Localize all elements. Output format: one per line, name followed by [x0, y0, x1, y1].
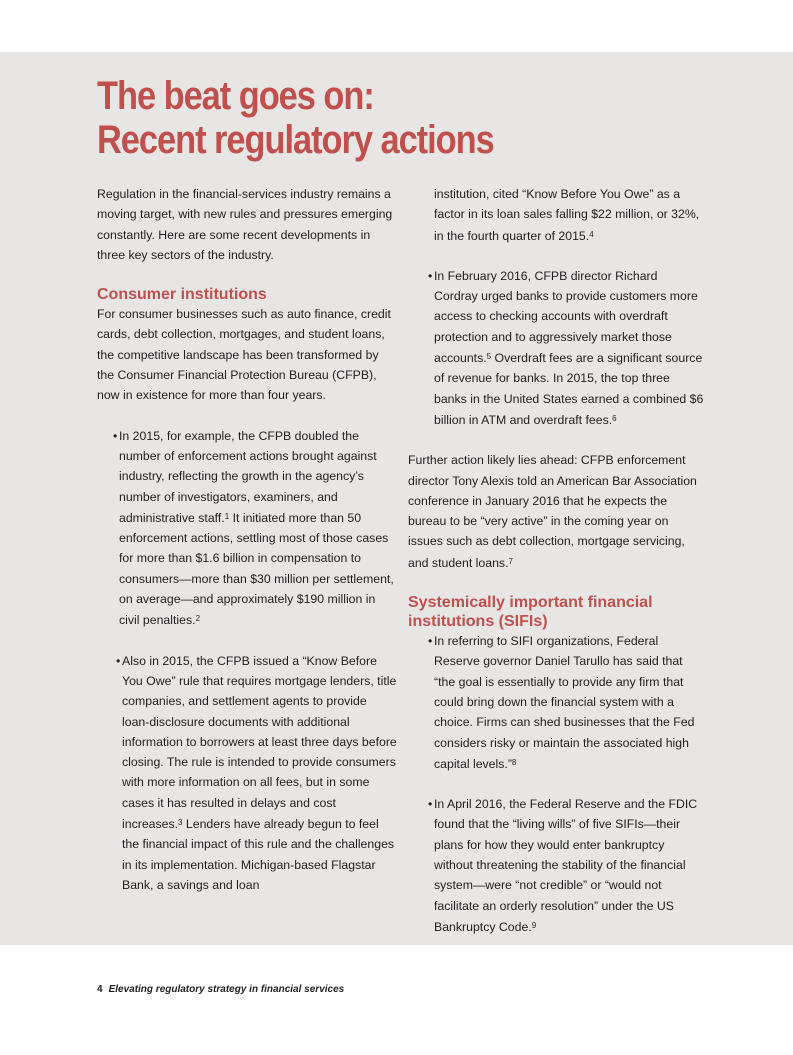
page-footer	[97, 984, 344, 995]
title-line-1: The beat goes on:	[97, 74, 374, 118]
consumer-bullet-3: • In February 2016, CFPB director Richard Cordray urged banks to provide customers more access to checking accounts with overdraft protection and to aggressively market those accounts.$^5$ Overdraft fees are a significant source of revenue for banks. In 2015, the top three banks in the United States earned a combined $6 billion in ATM and overdraft fees.$^6$	[434, 266, 704, 430]
right-column	[408, 184, 704, 937]
further-action-paragraph: Further action likely lies ahead: CFPB enforcement director Tony Alexis told an American Bar Association conference in January 2016 that he expects the bureau to be “very active” in the coming year on issues such as debt collection, mortgage servicing, and student loans.$^7$	[408, 453, 697, 570]
consumer-body: For consumer businesses such as auto finance, credit cards, debt collection, mortgages, and student loans, the competitive landscape has been transformed by the Consumer Financial Protection Bureau (CFPB), now in existence for more than four years.	[97, 307, 391, 403]
consumer-bullet-2: • Also in 2015, the CFPB issued a “Know Before You Owe” rule that requires mortgage lenders, title companies, and settlement agents to provide loan-disclosure documents with additional information to borrowers at least three days before closing. The rule is intended to provide consumers with more information on all fees, but in some cases it has resulted in delays and cost increases.$^3$ Lenders have already begun to feel the financial impact of this rule and the challenges in its implementation. Michigan-based Flagstar Bank, a savings and loan	[122, 651, 397, 896]
publication-title: Elevating regulatory strategy in financial services	[108, 984, 345, 995]
sifi-bullet-2: • In April 2016, the Federal Reserve and the FDIC found that the “living wills” of five SIFIs—their plans for how they would enter bankruptcy without threatening the stability of the financial system—were “not credible” or “would not facilitate an orderly resolution” under the US Bankruptcy Code.$^9$	[434, 794, 704, 937]
sifi-heading: Systemically important financial institutions (SIFIs)	[408, 594, 653, 631]
bullet-marker: •	[113, 428, 118, 443]
consumer-heading: Consumer institutions	[97, 286, 267, 304]
continued-paragraph: institution, cited “Know Before You Owe” as a factor in its loan sales falling $22 million, or 32%, in the fourth quarter of 2015.$^4$	[434, 187, 700, 243]
bullet-marker: •	[428, 634, 433, 649]
left-column	[97, 184, 397, 895]
title-line-2: Recent regulatory actions	[97, 118, 494, 162]
bullet-marker: •	[428, 797, 433, 812]
intro-paragraph: Regulation in the financial-services industry remains a moving target, with new rules and pressures emerging constantly. Here are some recent developments in three key sectors of the industry.	[97, 187, 393, 262]
bullet-marker: •	[428, 268, 433, 283]
sifi-bullet-1: • In referring to SIFI organizations, Federal Reserve governor Daniel Tarullo has said that “the goal is essentially to provide any firm that could bring down the financial system with a choice. Firms can shed businesses that the Fed considers risky or maintain the associated high capital levels.”$^8$	[434, 631, 704, 774]
bullet-marker: •	[116, 653, 121, 668]
page-number: 4	[97, 984, 103, 995]
consumer-bullet-1: • In 2015, for example, the CFPB doubled the number of enforcement actions brought against industry, reflecting the growth in the agency’s number of investigators, examiners, and administrative staff.$^1$ It initiated more than 50 enforcement actions, settling most of those cases for more than $1.6 billion in compensation to consumers—more than $30 million per settlement, on average—and approximately $190 million in civil penalties.$^2$	[119, 426, 397, 631]
page-title	[97, 74, 494, 162]
